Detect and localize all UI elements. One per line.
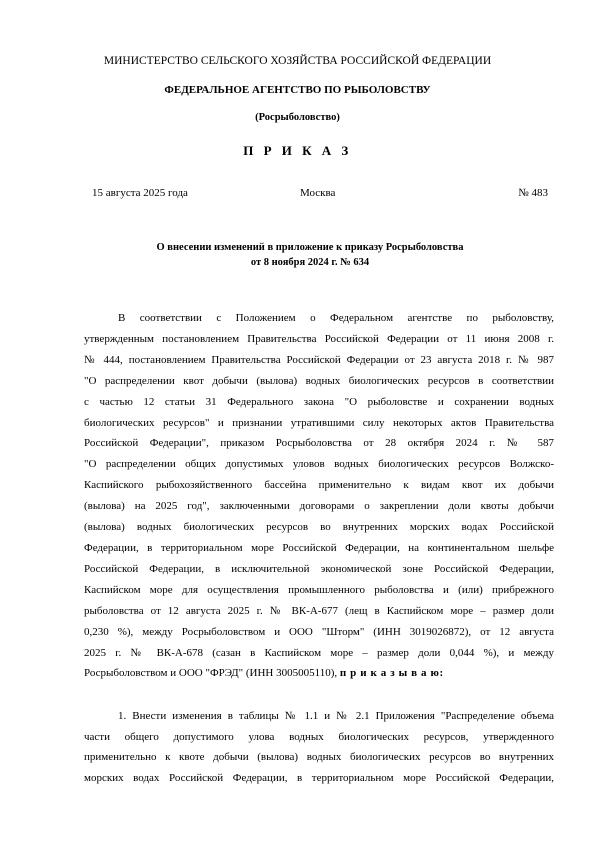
paragraph-line: утвержденным постановлением Правительства Российской Федерации от 11 июня 2008 г. xyxy=(84,332,554,345)
paragraph-line: Каспийском море для осуществления промышленного рыболовства и (или) прибрежного xyxy=(84,583,554,596)
paragraph-line: 2025 г. № ВК-А-678 (сазан в Каспийском море – размер доли 0,044 %), и между xyxy=(84,646,554,659)
paragraph-line: Федерации, в территориальном море Российской Федерации, на континентальном шельфе xyxy=(84,541,554,554)
paragraph-line: применительно к квоте добычи (вылова) водных биологических ресурсов во внутренних xyxy=(84,751,554,764)
paragraph-line: "О распределении общих допустимых уловов водных биологических ресурсов Волжско- xyxy=(84,458,554,471)
paragraph-last-text: Росрыболовством и ООО "ФРЭД" (ИНН 3005005110), xyxy=(84,667,338,680)
paragraph-last-line xyxy=(84,663,554,684)
paragraph-line: Российской Федерации, в исключительной экономической зоне Российской Федерации, xyxy=(84,562,554,575)
item-1-paragraph xyxy=(84,706,554,788)
order-date: 15 августа 2025 года xyxy=(92,187,188,199)
paragraph-line: (вылова) водных биологических ресурсов во внутренних морских водах Российской xyxy=(84,521,554,534)
subject-line: О внесении изменений в приложение к приказу Росрыболовства xyxy=(156,242,464,253)
paragraph-line: 1. Внести изменения в таблицы № 1.1 и № 2.1 Приложения "Распределение объема xyxy=(118,710,554,722)
order-meta xyxy=(92,187,548,203)
paragraph-line: биологических ресурсов" и признании утратившими силу некоторых актов Правительства xyxy=(84,416,554,429)
order-number: № 483 xyxy=(518,187,548,199)
paragraph-line: морских водах Российской Федерации, в территориальном море Российской Федерации, xyxy=(84,771,554,784)
preamble-paragraph xyxy=(84,308,554,684)
paragraph-line: 0,230 %), между Росрыболовством и ООО "Шторм" (ИНН 3019026872), от 12 августа xyxy=(84,625,554,638)
ministry-heading: МИНИСТЕРСТВО СЕЛЬСКОГО ХОЗЯЙСТВА РОССИЙСКОЙ ФЕДЕРАЦИИ xyxy=(103,55,492,67)
paragraph-line: с частью 12 статьи 31 Федерального закона "О рыболовстве и сохранении водных xyxy=(84,395,554,408)
paragraph-line: В соответствии с Положением о Федеральном агентстве по рыболовству, xyxy=(118,312,554,324)
paragraph-line: (вылова) на 2025 год", заключенными договорами о закреплении доли квоты добычи xyxy=(84,500,554,513)
order-city: Москва xyxy=(300,187,336,199)
agency-heading: ФЕДЕРАЛЬНОЕ АГЕНТСТВО ПО РЫБОЛОВСТВУ xyxy=(164,84,431,96)
order-subject xyxy=(60,240,560,270)
paragraph-line: части общего допустимого улова водных биологических ресурсов, утвержденного xyxy=(84,730,554,743)
paragraph-line: "О распределении квот добычи (вылова) водных биологических ресурсов в соответствии xyxy=(84,374,554,387)
order-directive: п р и к а з ы в а ю: xyxy=(339,667,444,680)
subject-line: от 8 ноября 2024 г. № 634 xyxy=(250,257,370,268)
paragraph-line: № 444, постановлением Правительства Российской Федерации от 23 августа 2018 г. № 987 xyxy=(84,353,554,366)
paragraph-line: Российской Федерации", приказом Росрыболовства от 28 октября 2024 г. № 587 xyxy=(84,437,554,450)
paragraph-line: рыболовства от 12 августа 2025 г. № ВК-А-677 (лещ в Каспийском море – размер доли xyxy=(84,604,554,617)
order-title: П Р И К А З xyxy=(243,143,352,158)
agency-abbreviation: (Росрыболовство) xyxy=(255,112,340,123)
paragraph-line: Каспийского рыбохозяйственного бассейна применительно к видам квот их добычи xyxy=(84,479,554,492)
